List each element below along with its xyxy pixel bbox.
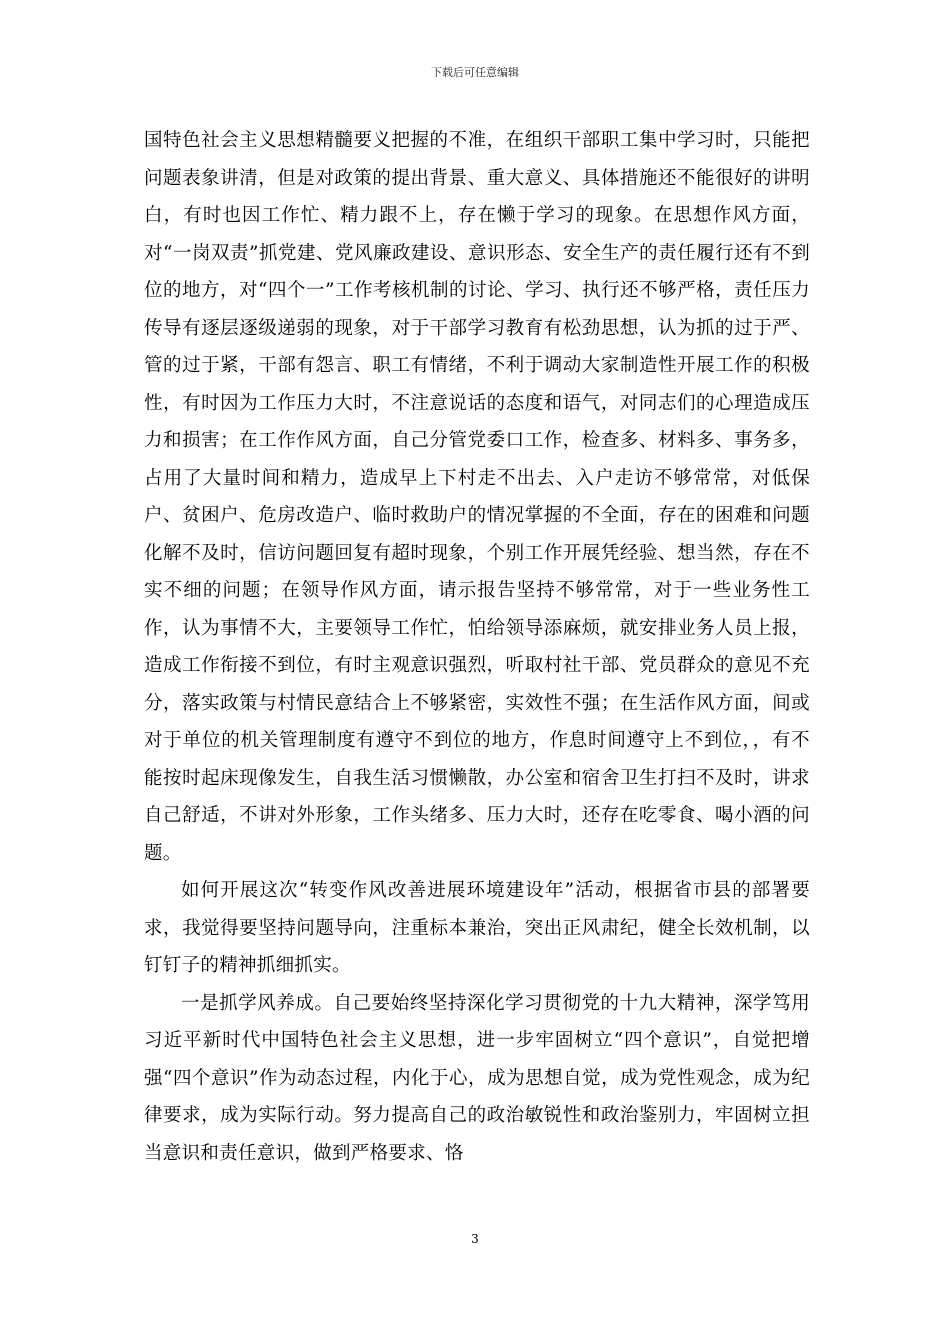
page-header: 下载后可任意编辑 [431, 66, 519, 79]
body-paragraph: 国特色社会主义思想精髓要义把握的不准，在组织干部职工集中学习时，只能把问题表象讲清，但是对政策的提出背景、重大意义、具体措施还不能很好的讲明白，有时也因工作忙、精力跟不上，存在懒于学习的现象。在思想作风方面，对“一岗双责”抓党建、党风廉政建设、意识形态、安全生产的责任履行还有不到位的地方，对“四个一”工作考核机制的讨论、学习、执行还不够严格，责任压力传导有逐层逐级递弱的现象，对于干部学习教育有松劲思想，认为抓的过于严、管的过于紧，干部有怨言、职工有情绪，不利于调动大家制造性开展工作的积极性，有时因为工作压力大时，不注意说话的态度和语气，对同志们的心理造成压力和损害；在工作作风方面，自己分管党委口工作，检查多、材料多、事务多，占用了大量时间和精力，造成早上下村走不出去、入户走访不够常常，对低保户、贫困户、危房改造户、临时救助户的情况掌握的不全面，存在的困难和问题化解不及时，信访问题回复有超时现象，个别工作开展凭经验、想当然，存在不实不细的问题；在领导作风方面，请示报告坚持不够常常，对于一些业务性工作，认为事情不大，主要领导工作忙，怕给领导添麻烦，就安排业务人员上报，造成工作衔接不到位，有时主观意识强烈，听取村社干部、党员群众的意见不充分，落实政策与村情民意结合上不够紧密，实效性不强；在生活作风方面，间或对于单位的机关管理制度有遵守不到位的地方，作息时间遵守上不到位，，有不能按时起床现像发生，自我生活习惯懒散，办公室和宿舍卫生打扫不及时，讲求自己舒适，不讲对外形象，工作头绪多、压力大时，还存在吃零食、喝小酒的问题。 [144, 130, 810, 864]
body-paragraph: 如何开展这次“转变作风改善进展环境建设年”活动，根据省市县的部署要求，我觉得要坚持问题导向，注重标本兼治，突出正风肃纪，健全长效机制，以钉钉子的精神抓细抓实。 [144, 880, 810, 976]
body-paragraph: 一是抓学风养成。自己要始终坚持深化学习贯彻党的十九大精神，深学笃用习近平新时代中国特色社会主义思想，进一步牢固树立“四个意识”，自觉把增强“四个意识”作为动态过程，内化于心，成为思想自觉，成为党性观念，成为纪律要求，成为实际行动。努力提高自己的政治敏锐性和政治鉴别力，牢固树立担当意识和责任意识，做到严格要求、恪 [144, 992, 810, 1164]
document-body [144, 122, 810, 1172]
page-number: 3 [471, 1232, 479, 1246]
